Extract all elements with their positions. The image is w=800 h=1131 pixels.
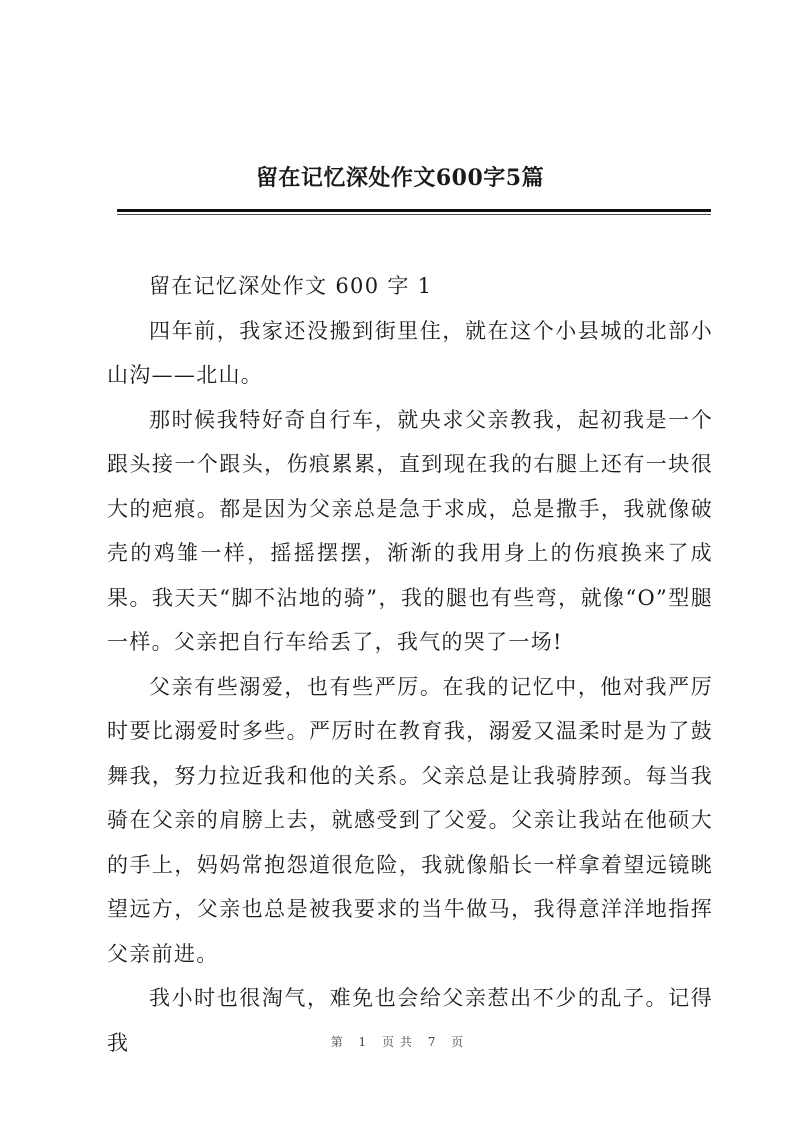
essay-heading: 留在记忆深处作文 600 字 1 <box>149 274 433 298</box>
title-underline-thick <box>117 209 711 212</box>
document-title: 留在记忆深处作文600字5篇 <box>255 165 545 191</box>
paragraph: 那时候我特好奇自行车，就央求父亲教我，起初我是一个跟头接一个跟头，伤痕累累，直到现在我的右腿上还有一块很大的疤痕。都是因为父亲总是急于求成，总是撒手，我就像破壳的鸡雏一样，摇摇摆摆，渐渐的我用身上的伤痕换来了成果。我天天“脚不沾地的骑”，我的腿也有些弯，就像“O”型腿一样。父亲把自行车给丢了，我气的哭了一场! <box>107 407 713 654</box>
title-underline-thin <box>117 214 711 215</box>
document-body <box>107 264 713 1065</box>
paragraph: 父亲有些溺爱，也有些严厉。在我的记忆中，他对我严厉时要比溺爱时多些。严厉时在教育我，溺爱又温柔时是为了鼓舞我，努力拉近我和他的关系。父亲总是让我骑脖颈。每当我骑在父亲的肩膀上去，就感受到了父爱。父亲让我站在他硕大的手上，妈妈常抱怨道很危险，我就像船长一样拿着望远镜眺望远方，父亲也总是被我要求的当牛做马，我得意洋洋地指挥父亲前进。 <box>107 674 713 966</box>
paragraph: 我小时也很淘气，难免也会给父亲惹出不少的乱子。记得我 <box>107 986 713 1055</box>
page-footer: 第 1 页共 7 页 <box>330 1035 470 1049</box>
paragraph: 四年前，我家还没搬到街里住，就在这个小县城的北部小山沟——北山。 <box>107 318 713 387</box>
